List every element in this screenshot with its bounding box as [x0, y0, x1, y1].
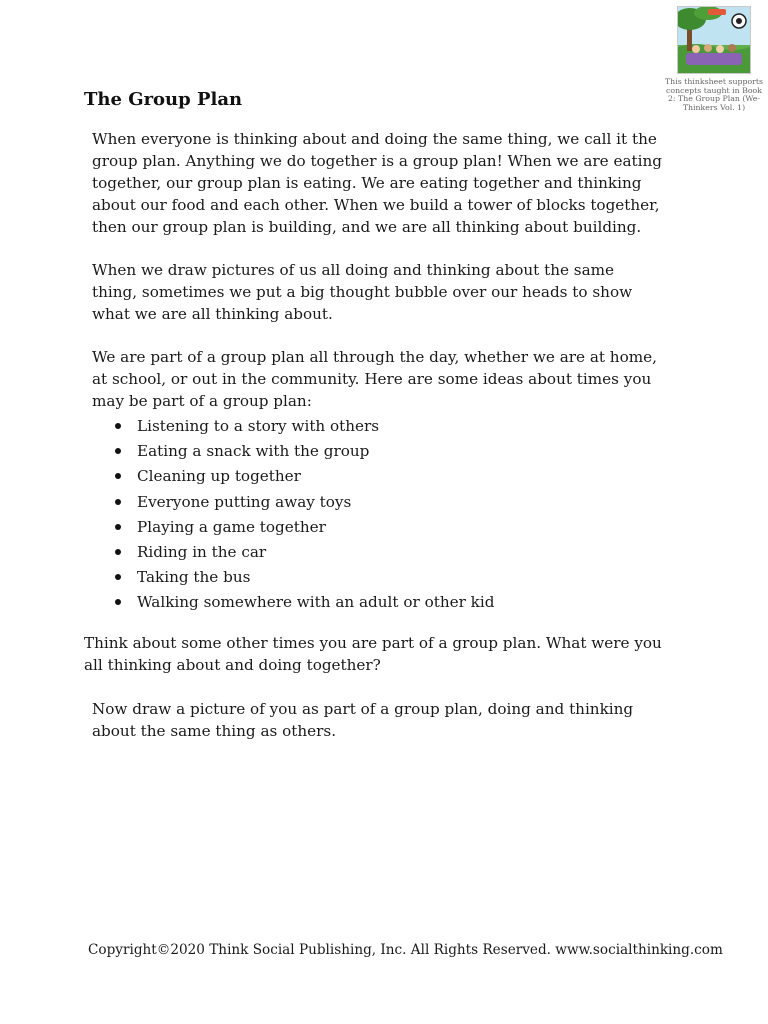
reflection-prompt: Think about some other times you are part of a group plan. What were you all thinking about and doing together? — [84, 634, 662, 674]
page-title: The Group Plan — [84, 89, 243, 110]
intro-paragraph: When everyone is thinking about and doing the same thing, we call it the group plan. Anything we do together is a group plan! When we are eating together, our group plan is eating. We are eating together and thinking about our food and each other. When we build a tower of blocks together, then our group plan is building, and we are all thinking about building. — [92, 130, 662, 236]
bullet-icon — [115, 448, 121, 454]
book-reference-note: This thinksheet supports concepts taught in Book 2: The Group Plan (We-Thinkers Vol. 1) — [664, 77, 763, 112]
list-item-text: Cleaning up together — [137, 467, 301, 486]
list-item-text: Taking the bus — [137, 568, 251, 587]
list-item — [113, 439, 494, 464]
ideas-intro-paragraph: We are part of a group plan all through the day, whether we are at home, at school, or out in the community. Here are some ideas about times you may be part of a group plan: — [92, 348, 657, 410]
list-item-text: Everyone putting away toys — [137, 492, 352, 511]
bullet-icon — [115, 524, 121, 530]
book-badge — [664, 6, 764, 112]
bullet-icon — [115, 473, 121, 479]
list-item — [113, 464, 494, 489]
bullet-icon — [115, 499, 121, 505]
drawing-prompt: Now draw a picture of you as part of a group plan, doing and thinking about the same thing as others. — [92, 700, 634, 740]
list-item — [113, 590, 494, 615]
bullet-icon — [115, 599, 121, 605]
bullet-icon — [115, 423, 121, 429]
list-item — [113, 414, 494, 439]
list-item-text: Riding in the car — [137, 543, 267, 562]
list-item-text: Eating a snack with the group — [137, 442, 370, 461]
list-item-text: Listening to a story with others — [137, 417, 380, 435]
list-item — [113, 490, 494, 515]
thought-bubble-paragraph: When we draw pictures of us all doing and thinking about the same thing, sometimes we put a big thought bubble over our heads to show what we are all thinking about. — [92, 261, 633, 323]
list-item — [113, 540, 494, 565]
list-item-text: Playing a game together — [137, 517, 326, 536]
list-item — [113, 565, 494, 590]
book-cover-illustration — [677, 6, 751, 74]
group-plan-ideas-list — [113, 414, 494, 616]
copyright-footer: Copyright©2020 Think Social Publishing, Inc. All Rights Reserved. www.socialthinking.com — [88, 942, 723, 958]
list-item-text: Walking somewhere with an adult or other kid — [137, 593, 495, 612]
bullet-icon — [115, 549, 121, 555]
list-item — [113, 515, 494, 540]
bullet-icon — [115, 574, 121, 580]
